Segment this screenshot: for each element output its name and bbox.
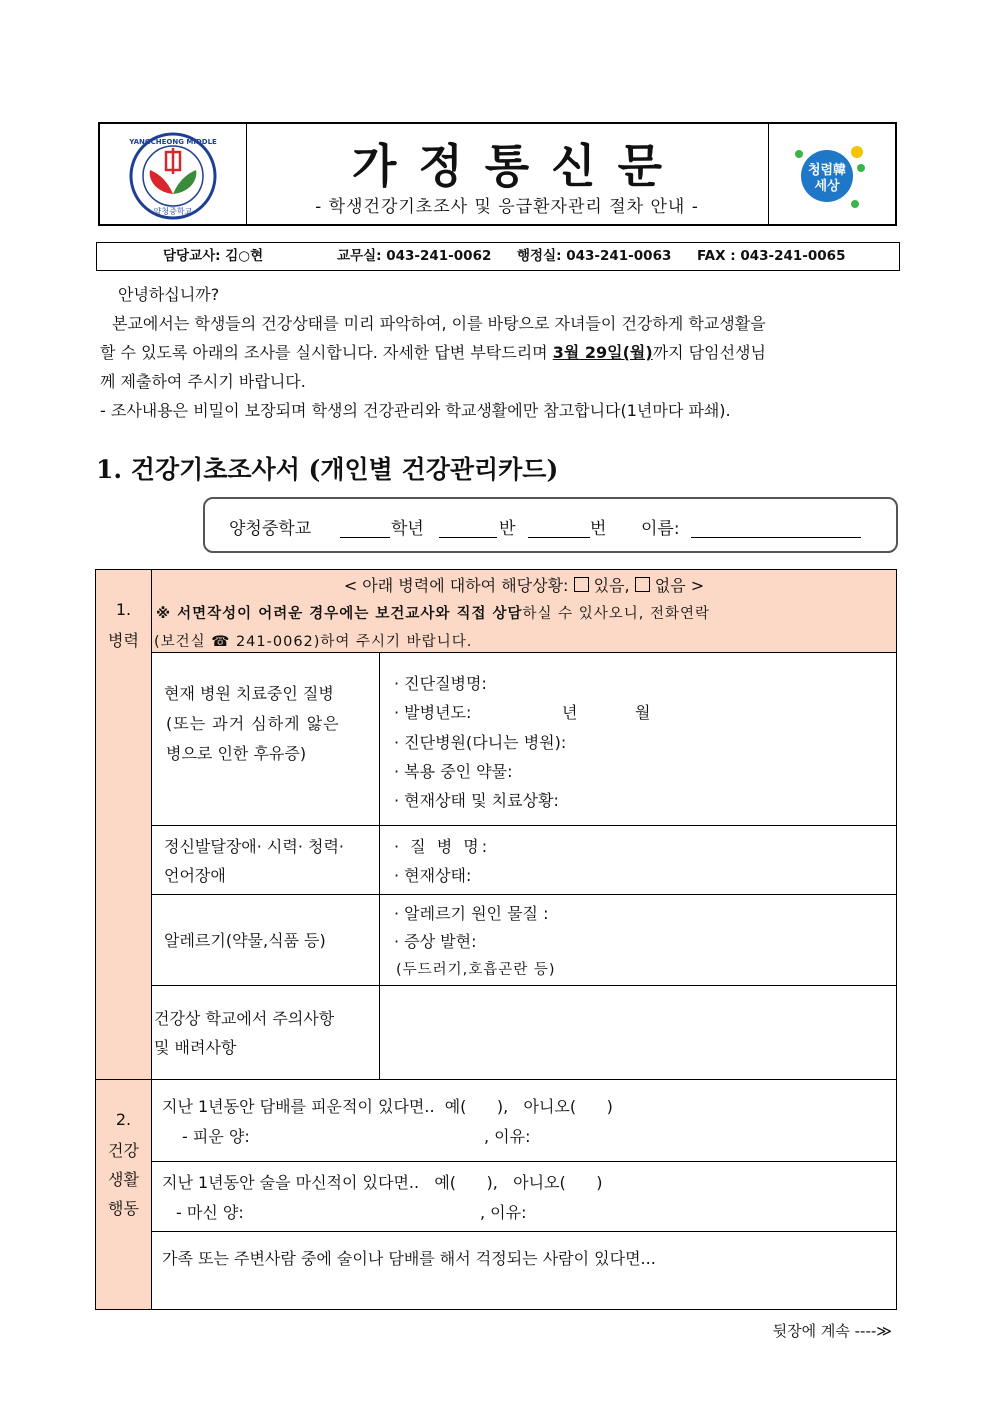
row2-fields-cell[interactable] <box>379 825 897 895</box>
section1-note-bold: ※ 서면작성이 어려운 경우에는 보건교사와 직접 상담 <box>156 606 523 622</box>
number-label: 번 <box>590 519 607 539</box>
svg-text:양청중학교: 양청중학교 <box>153 207 193 216</box>
school-logo-cell <box>100 124 247 224</box>
row1-label-line1: 현재 병원 치료중인 질병 <box>164 684 334 703</box>
field-year-unit: 년 <box>562 703 578 722</box>
yes-checkbox[interactable] <box>574 577 589 592</box>
section1-prompt <box>152 573 896 596</box>
drinking-reason: , 이유: <box>480 1203 527 1222</box>
class-blank[interactable] <box>439 537 497 538</box>
row3-fields-cell[interactable] <box>379 894 897 986</box>
intro-line3: 께 제출하여 주시기 바랍니다. <box>100 372 306 391</box>
contact-bar <box>96 242 900 271</box>
intro-deadline: 3월 29일(월) <box>552 343 653 362</box>
grade-blank[interactable] <box>340 537 390 538</box>
row4-label-cell <box>151 985 380 1080</box>
svg-text:세상: 세상 <box>814 179 840 194</box>
integrity-logo-cell <box>768 124 896 224</box>
intro-line1: 본교에서는 학생들의 건강상태를 미리 파악하여, 이를 바탕으로 자녀들이 건강하게 학교생활을 <box>112 314 766 333</box>
field-diagnosis: · 진단질병명: <box>394 674 487 693</box>
row1-label-line2: (또는 과거 심하게 앓은 <box>166 714 340 733</box>
no-checkbox[interactable] <box>635 577 650 592</box>
row1-label-line3: 병으로 인한 후유증) <box>166 744 307 763</box>
section1-header-cell <box>151 569 897 653</box>
row3-label-cell <box>151 894 380 986</box>
section2-label-1: 건강 <box>108 1141 139 1160</box>
intro-greeting: 안녕하십니까? <box>118 285 220 304</box>
section-title: 1. 건강기초조사서 (개인별 건강관리카드) <box>96 455 559 484</box>
section1-note <box>156 602 710 623</box>
family-concern-cell[interactable] <box>151 1231 897 1310</box>
row1-label-cell <box>151 652 380 826</box>
continue-note: 뒷장에 계속 ----≫ <box>772 1322 892 1340</box>
section1-label: 병력 <box>108 631 139 650</box>
grade-label: 학년 <box>391 519 424 539</box>
row2-label-cell <box>151 825 380 895</box>
smoking-cell[interactable] <box>151 1079 897 1162</box>
field-allergen: · 알레르기 원인 물질 : <box>394 904 549 923</box>
contact-staff-room: 교무실: 043-241-0062 <box>337 248 492 264</box>
field-symptom-example: (두드러기,호흡곤란 등) <box>396 962 556 978</box>
section1-note-line2: (보건실 ☎ 241-0062)하여 주시기 바랍니다. <box>154 634 473 650</box>
class-label: 반 <box>499 519 516 539</box>
page-subtitle: - 학생건강기초조사 및 응급환자관리 절차 안내 - <box>315 197 699 217</box>
intro-line2-b: 까지 담임선생님 <box>652 343 766 362</box>
yes-label: 있음, <box>588 576 635 595</box>
row2-label-line1: 정신발달장애· 시력· 청력· <box>164 837 344 856</box>
header-box <box>98 122 897 226</box>
field-treatment-status: · 현재상태 및 치료상황: <box>394 791 559 810</box>
section2-label-cell <box>95 1079 152 1310</box>
student-info-box <box>203 497 898 553</box>
field-month-unit: 월 <box>635 703 651 722</box>
smoking-reason: , 이유: <box>484 1127 531 1146</box>
row2-label-line2: 언어장애 <box>164 866 226 885</box>
row4-label-line2: 및 배려사항 <box>154 1038 237 1057</box>
school-name: 양청중학교 <box>229 519 312 539</box>
smoking-amount: - 피운 양: <box>182 1127 250 1146</box>
smoking-question: 지난 1년동안 담배를 피운적이 있다면.. 예( ), 아니오( ) <box>162 1097 613 1116</box>
field-medication: · 복용 중인 약물: <box>394 762 513 781</box>
family-concern-question: 가족 또는 주변사람 중에 술이나 담배를 해서 걱정되는 사람이 있다면... <box>162 1249 656 1268</box>
field-hospital: · 진단병원(다니는 병원): <box>394 733 567 752</box>
section1-prompt-text: < 아래 병력에 대하여 해당상황: <box>343 576 574 595</box>
field-onset-year: · 발병년도: <box>394 703 472 722</box>
row1-fields-cell[interactable] <box>379 652 897 826</box>
intro-line4: - 조사내용은 비밀이 보장되며 학생의 건강관리와 학교생활에만 참고합니다(1년마다 파쇄). <box>100 401 731 420</box>
field-symptom: · 증상 발현: <box>394 932 477 951</box>
title-cell <box>246 124 768 224</box>
intro-line2-a: 할 수 있도록 아래의 조사를 실시합니다. 자세한 답변 부탁드리며 <box>100 343 553 362</box>
section1-label-cell <box>95 569 152 1080</box>
contact-teacher: 담당교사: 김○현 <box>163 248 264 264</box>
section2-label-3: 행동 <box>108 1199 139 1218</box>
field-disability-name: · 질 병 명: <box>394 837 491 856</box>
page-title: 가정통신문 <box>351 139 685 193</box>
row4-label-line1: 건강상 학교에서 주의사항 <box>154 1009 335 1028</box>
section2-label-2: 생활 <box>108 1170 139 1189</box>
school-logo-icon <box>100 124 246 224</box>
drinking-cell[interactable] <box>151 1161 897 1232</box>
intro-line2 <box>100 338 900 367</box>
svg-text:청렴韓: 청렴韓 <box>807 163 847 178</box>
drinking-amount: - 마신 양: <box>176 1203 244 1222</box>
name-label: 이름: <box>641 519 680 539</box>
section1-note-rest: 하실 수 있사오니, 전화연락 <box>522 606 711 622</box>
svg-text:YANGCHEONG MIDDLE: YANGCHEONG MIDDLE <box>129 138 217 146</box>
field-disability-status: · 현재상태: <box>394 866 472 885</box>
row4-fields-cell[interactable] <box>379 985 897 1080</box>
integrity-logo-icon <box>769 124 896 224</box>
contact-admin-office: 행정실: 043-241-0063 <box>517 248 672 264</box>
name-blank[interactable] <box>691 537 861 538</box>
drinking-question: 지난 1년동안 술을 마신적이 있다면.. 예( ), 아니오( ) <box>162 1173 603 1192</box>
number-blank[interactable] <box>528 537 590 538</box>
no-label: 없음 > <box>649 576 705 595</box>
row3-label: 알레르기(약물,식품 등) <box>164 931 326 950</box>
section2-number: 2. <box>115 1110 132 1129</box>
contact-fax: FAX : 043-241-0065 <box>697 248 846 264</box>
section1-number: 1. <box>115 600 132 619</box>
